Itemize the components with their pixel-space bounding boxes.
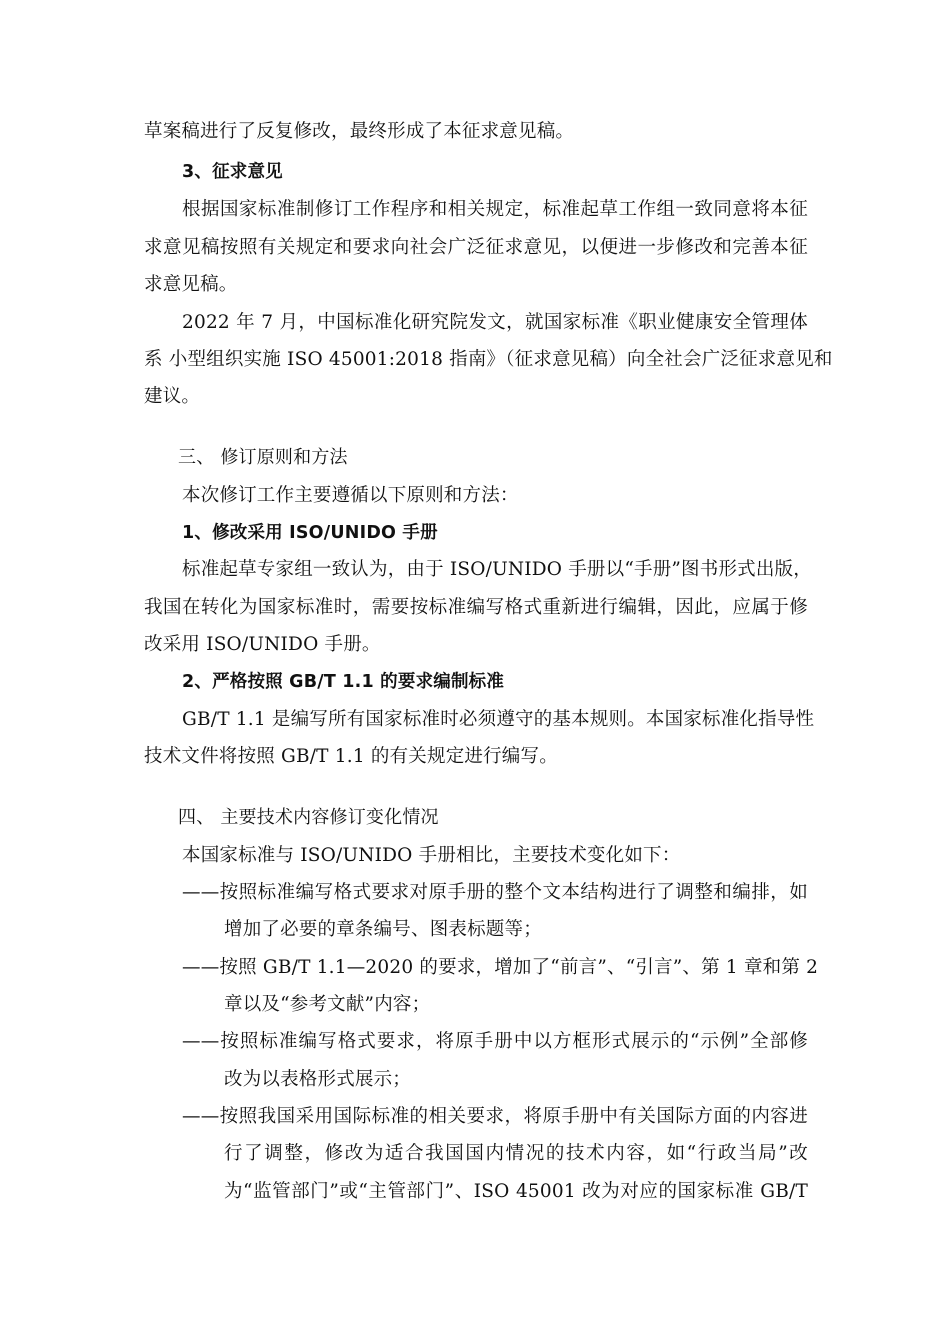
list-item-continuation: 为“监管部门”或“主管部门”、ISO 45001 改为对应的国家标准 GB/T: [224, 1181, 808, 1202]
list-item-continuation: 改为以表格形式展示；: [224, 1069, 412, 1090]
paragraph-line: 求意见稿。: [144, 274, 238, 295]
section-heading: 三、 修订原则和方法: [178, 447, 348, 468]
paragraph-line: GB/T 1.1 是编写所有国家标准时必须遵守的基本规则。本国家标准化指导性: [182, 709, 815, 730]
subsection-heading: 1、修改采用 ISO/UNIDO 手册: [182, 523, 438, 543]
paragraph-line: 我国在转化为国家标准时，需要按标准编写格式重新进行编辑，因此，应属于修: [144, 597, 808, 618]
paragraph-line: 标准起草专家组一致认为，由于 ISO/UNIDO 手册以“手册”图书形式出版，: [182, 559, 812, 580]
list-item-line: ——按照我国采用国际标准的相关要求，将原手册中有关国际方面的内容进: [182, 1106, 808, 1127]
section-heading: 四、 主要技术内容修订变化情况: [178, 807, 439, 828]
paragraph-line: 求意见稿按照有关规定和要求向社会广泛征求意见，以便进一步修改和完善本征: [144, 237, 808, 258]
subsection-heading: 3、征求意见: [182, 162, 283, 182]
paragraph-line: 技术文件将按照 GB/T 1.1 的有关规定进行编写。: [144, 746, 558, 767]
subsection-heading: 2、严格按照 GB/T 1.1 的要求编制标准: [182, 672, 505, 692]
paragraph-line: 2022 年 7 月，中国标准化研究院发文，就国家标准《职业健康安全管理体: [182, 312, 808, 333]
paragraph-line: 草案稿进行了反复修改，最终形成了本征求意见稿。: [144, 121, 575, 142]
paragraph-line: 本国家标准与 ISO/UNIDO 手册相比，主要技术变化如下：: [182, 845, 681, 866]
paragraph-line: 本次修订工作主要遵循以下原则和方法：: [182, 485, 519, 506]
list-item-line: ——按照标准编写格式要求，将原手册中以方框形式展示的“示例”全部修: [182, 1031, 808, 1052]
paragraph-line: 根据国家标准制修订工作程序和相关规定，标准起草工作组一致同意将本征: [182, 199, 808, 220]
paragraph-line: 改采用 ISO/UNIDO 手册。: [144, 634, 381, 655]
list-item-continuation: 行了调整，修改为适合我国国内情况的技术内容，如“行政当局”改: [224, 1143, 808, 1164]
paragraph-line: 建议。: [144, 386, 201, 407]
list-item-continuation: 增加了必要的章条编号、图表标题等；: [224, 919, 542, 940]
list-item-line: ——按照标准编写格式要求对原手册的整个文本结构进行了调整和编排，如: [182, 882, 808, 903]
list-item-line: ——按照 GB/T 1.1—2020 的要求，增加了“前言”、“引言”、第 1 章和第 2: [182, 957, 819, 978]
paragraph-line: 系 小型组织实施 ISO 45001:2018 指南》（征求意见稿）向全社会广泛征求意见和: [144, 349, 833, 370]
list-item-continuation: 章以及“参考文献”内容；: [224, 994, 431, 1015]
